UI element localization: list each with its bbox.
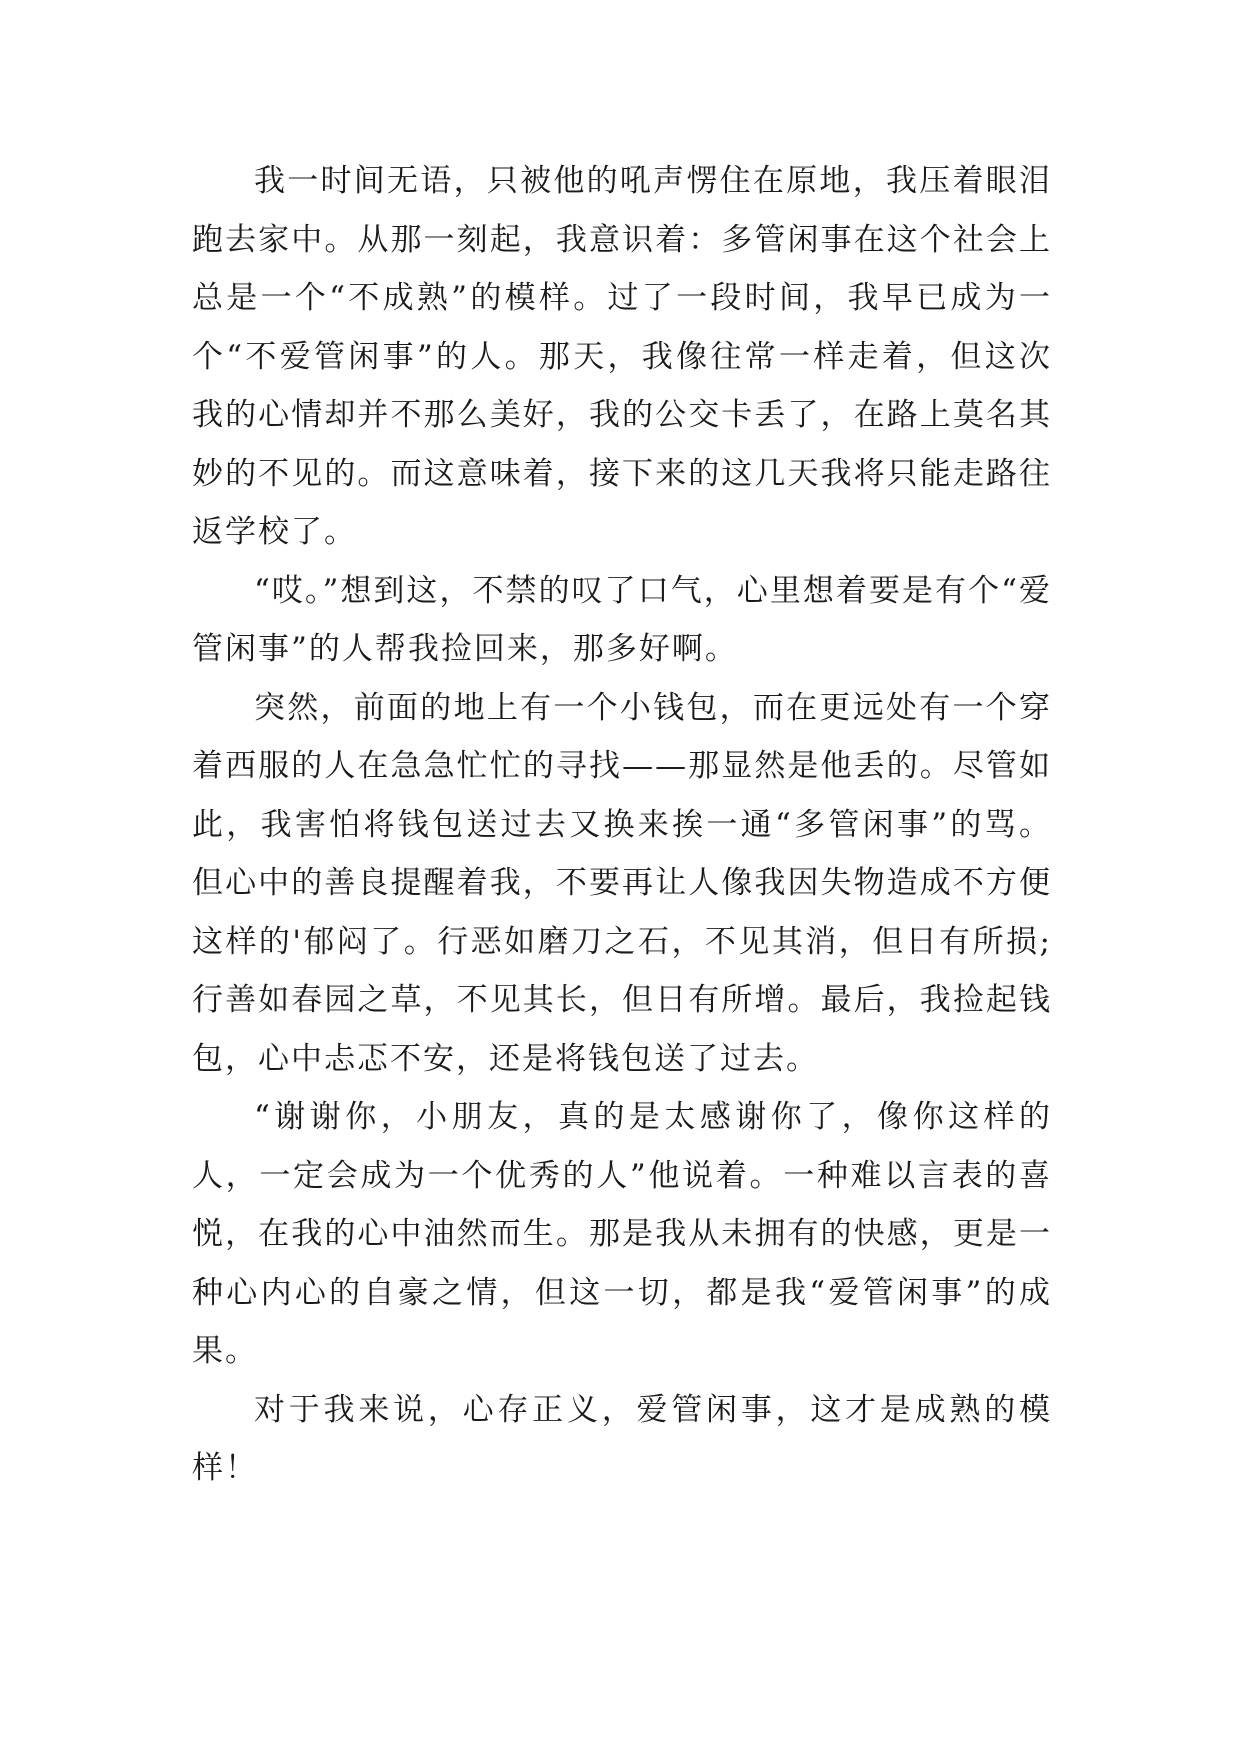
paragraph-1: 我一时间无语，只被他的吼声愣住在原地，我压着眼泪跑去家中。从那一刻起，我意识着：多管闲事在这个社会上总是一个“不成熟”的模样。过了一段时间，我早已成为一个“不爱管闲事”的人。那天，我像往常一样走着，但这次我的心情却并不那么美好，我的公交卡丢了，在路上莫名其妙的不见的。而这意味着，接下来的这几天我将只能走路往返学校了。 <box>192 163 1052 550</box>
paragraph-2: “哎。”想到这，不禁的叹了口气，心里想着要是有个“爱管闲事”的人帮我捡回来，那多好啊。 <box>192 572 1052 667</box>
paragraph-5: 对于我来说，心存正义，爱管闲事，这才是成熟的模样！ <box>192 1391 1052 1486</box>
paragraph-3: 突然，前面的地上有一个小钱包，而在更远处有一个穿着西服的人在急急忙忙的寻找——那显然是他丢的。尽管如此，我害怕将钱包送过去又换来挨一通“多管闲事”的骂。但心中的善良提醒着我，不要再让人像我因失物造成不方便这样的'郁闷了。行恶如磨刀之石，不见其消，但日有所损;行善如春园之草，不见其长，但日有所增。最后，我捡起钱包，心中忐忑不安，还是将钱包送了过去。 <box>192 689 1052 1077</box>
document-body <box>192 152 1052 1498</box>
paragraph-4: “谢谢你，小朋友，真的是太感谢你了，像你这样的人，一定会成为一个优秀的人”他说着。一种难以言表的喜悦，在我的心中油然而生。那是我从未拥有的快感，更是一种心内心的自豪之情，但这一切，都是我“爱管闲事”的成果。 <box>192 1099 1052 1369</box>
